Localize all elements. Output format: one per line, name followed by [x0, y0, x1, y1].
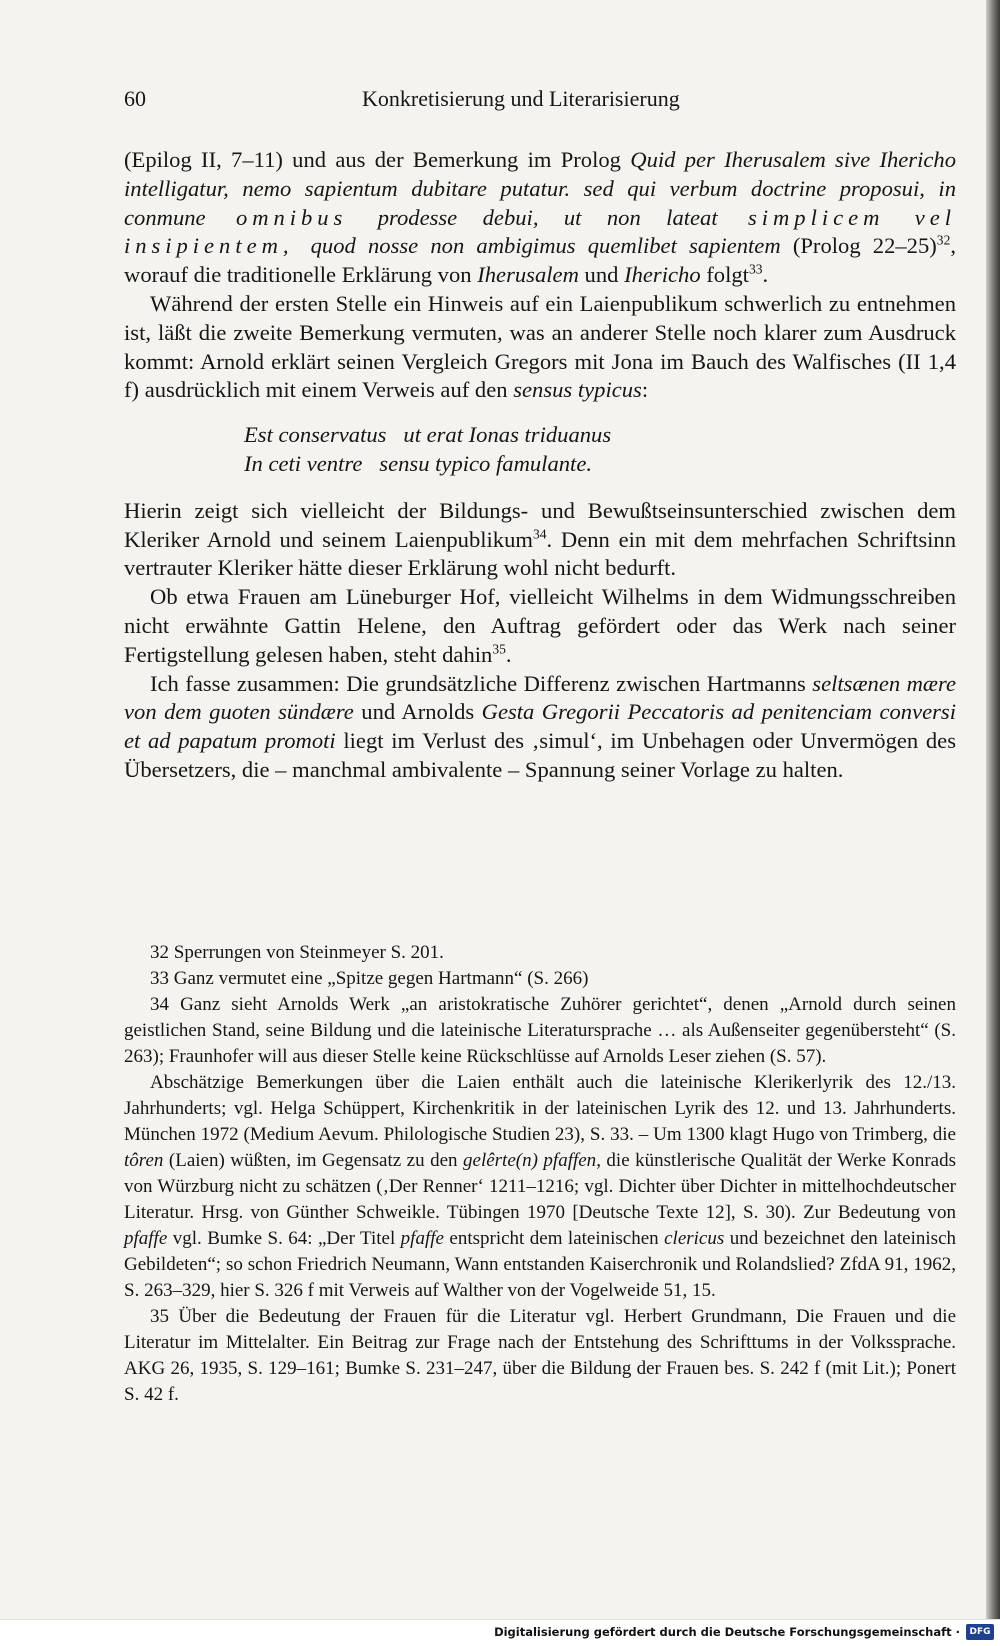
- verse-line-2: In ceti ventre sensu typico famulante.: [244, 450, 593, 476]
- text-run: und bezeichnet den lateinisch Gebildeten“; so schon Friedrich Neumann, Wann entstanden Kaiserchronik und Rolandslied? ZfdA 91, 1962, S. 263–329, hier S. 326 f mit Verweis auf Walther von der Vogelweide 51, 15.: [124, 1228, 956, 1301]
- latin-quote: Quid per Iherusalem sive Ihericho intelligatur, nemo sapientum dubitare putatur. sed qui verbum doctrine proposui, in conmune: [124, 147, 956, 230]
- text-run: Abschätzige Bemerkungen über die Laien enthält auch die lateinische Klerikerlyrik des 12./13. Jahrhunderts; vgl. Helga Schüppert, Kirchenkritik in der lateinischen Lyrik des 12. und 13. Jahrhunderts. München 1972 (Medium Aevum. Philologische Studien 23), S. 33. – Um 1300 klagt Hugo von Trimberg, die: [124, 1072, 956, 1145]
- text-run: (Epilog II, 7–11) und aus der Bemerkung im Prolog: [124, 147, 631, 172]
- paragraph-5: [124, 670, 956, 785]
- italic-term: Iherusalem: [477, 262, 579, 288]
- running-head: Konkretisierung und Literarisierung: [362, 86, 680, 111]
- text-run: und Arnolds: [353, 699, 482, 725]
- italic-term: clericus: [664, 1228, 725, 1249]
- footnote-35: 35 Über die Bedeutung der Frauen für die Literatur vgl. Herbert Grundmann, Die Frauen und die Literatur im Mittelalter. Ein Beitrag zur Frage nach der Entstehung des Schrifttums in der Volkssprache. AKG 26, 1935, S. 129–161; Bumke S. 231–247, über die Bildung der Frauen bes. S. 242 f (mit Lit.); Ponert S. 42 f.: [124, 1306, 956, 1405]
- text-run: (Prolog 22–25): [780, 233, 937, 259]
- paragraph-1: [124, 146, 956, 290]
- text-run: .: [762, 262, 769, 288]
- text-run: liegt im Verlust des ‚simul‘, im Unbehagen oder Unvermögen des Übersetzers, die – manchmal ambivalente – Spannung seiner Vorlage zu halten.: [124, 728, 956, 782]
- latin-quote: prodesse debui, ut non lateat: [377, 204, 718, 230]
- italic-term: tôren: [124, 1150, 164, 1171]
- italic-term: Ihericho: [624, 262, 701, 288]
- spaced-quote: omnibus: [205, 204, 378, 230]
- verse-quote: [244, 421, 956, 479]
- text-run: . Denn ein mit dem mehrfachen Schriftsinn vertrauter Kleriker hätte dieser Erklärung wohl nicht bedurft.: [124, 526, 957, 581]
- text-run: vgl. Bumke S. 64: „Der Titel: [167, 1228, 401, 1249]
- page-edge-shadow: [986, 0, 1000, 1646]
- italic-term: pfaffe: [124, 1228, 168, 1249]
- dfg-logo-icon: DFG: [966, 1624, 994, 1640]
- latin-quote: quod nosse non ambigimus quemlibet sapientem: [310, 233, 781, 259]
- text-run: und: [578, 262, 625, 288]
- footnote-32: 32 Sperrungen von Steinmeyer S. 201.: [150, 942, 444, 963]
- footnote-33: 33 Ganz vermutet eine „Spitze gegen Hartmann“ (S. 266): [150, 968, 589, 989]
- footnote-ref-34: 34: [532, 526, 547, 542]
- footnotes: [124, 940, 956, 1408]
- page-header: [124, 86, 968, 120]
- paragraph-4: [124, 583, 956, 669]
- text-run: Hierin zeigt sich vielleicht der Bildungs- und Bewußtseinsunterschied zwischen dem Kleriker Arnold und seinem Laienpublikum: [124, 497, 956, 552]
- spaced-quote: simplicem vel insipientem,: [124, 204, 957, 259]
- italic-term: sensus typicus: [513, 377, 642, 403]
- page-number: 60: [124, 86, 146, 111]
- text-run: folgt: [700, 262, 749, 288]
- paragraph-3: [124, 497, 956, 583]
- footnote-34: 34 Ganz sieht Arnolds Werk „an aristokratische Zuhörer gerichtet“, denen „Arnold durch seinen geistlichen Stand, seine Bildung und die lateinische Literatursprache … als Außenseiter gegenübersteht“ (S. 263); Fraunhofer will aus dieser Stelle keine Rückschlüsse auf Arnolds Leser ziehen (S. 57).: [124, 994, 956, 1067]
- italic-title: seltsænen mære von dem guoten sündære: [124, 670, 956, 725]
- footnote-34-continued: [124, 1070, 956, 1304]
- paragraph-2: [124, 290, 956, 405]
- footnote-ref-32: 32: [936, 232, 951, 248]
- text-run: .: [505, 641, 512, 667]
- funding-credit: Digitalisierung gefördert durch die Deutsche Forschungsgemeinschaft ·: [494, 1625, 960, 1639]
- text-run: Ob etwa Frauen am Lüneburger Hof, vielleicht Wilhelms in dem Widmungsschreiben nicht erwähnte Gattin Helene, den Auftrag gefördert oder das Werk nach seiner Fertigstellung gelesen haben, steht dahin: [124, 584, 956, 667]
- italic-term: gelêrte(n) pfaffen: [463, 1150, 597, 1171]
- main-text: [124, 146, 956, 785]
- footnote-ref-35: 35: [492, 641, 506, 657]
- text-run: Ich fasse zusammen: Die grundsätzliche Differenz zwischen Hartmanns: [150, 670, 813, 696]
- text-run: , die künstlerische Qualität der Werke Konrads von Würzburg nicht zu schätzen (‚Der Renner‘ 1211–1216; vgl. Dichter über Dichter in mittelhochdeutscher Literatur. Hrsg. von Günther Schweikle. Tübingen 1970 [Deutsche Texte 12], S. 30). Zur Bedeutung von: [124, 1150, 956, 1223]
- footnote-ref-33: 33: [748, 261, 763, 277]
- text-run: Während der ersten Stelle ein Hinweis auf ein Laienpublikum schwerlich zu entnehmen ist, läßt die zweite Bemerkung vermuten, was an anderer Stelle noch klarer zum Ausdruck kommt: Arnold erklärt seinen Vergleich Gregors mit Jona im Bauch des Walfisches (II 1,4 f) ausdrücklich mit einem Verweis auf den: [124, 290, 956, 403]
- italic-term: pfaffe: [400, 1228, 444, 1249]
- text-run: , worauf die traditionelle Erklärung von: [124, 233, 956, 288]
- verse-line-1: Est conservatus ut erat Ionas triduanus: [244, 422, 612, 448]
- text-run: entspricht dem lateinischen: [443, 1228, 665, 1249]
- digitization-footer: [0, 1619, 1000, 1646]
- italic-title: Gesta Gregorii Peccatoris ad penitenciam conversi et ad papatum promoti: [124, 699, 957, 754]
- text-run: (Laien) wüßten, im Gegensatz zu den: [163, 1150, 464, 1171]
- text-run: :: [641, 377, 649, 403]
